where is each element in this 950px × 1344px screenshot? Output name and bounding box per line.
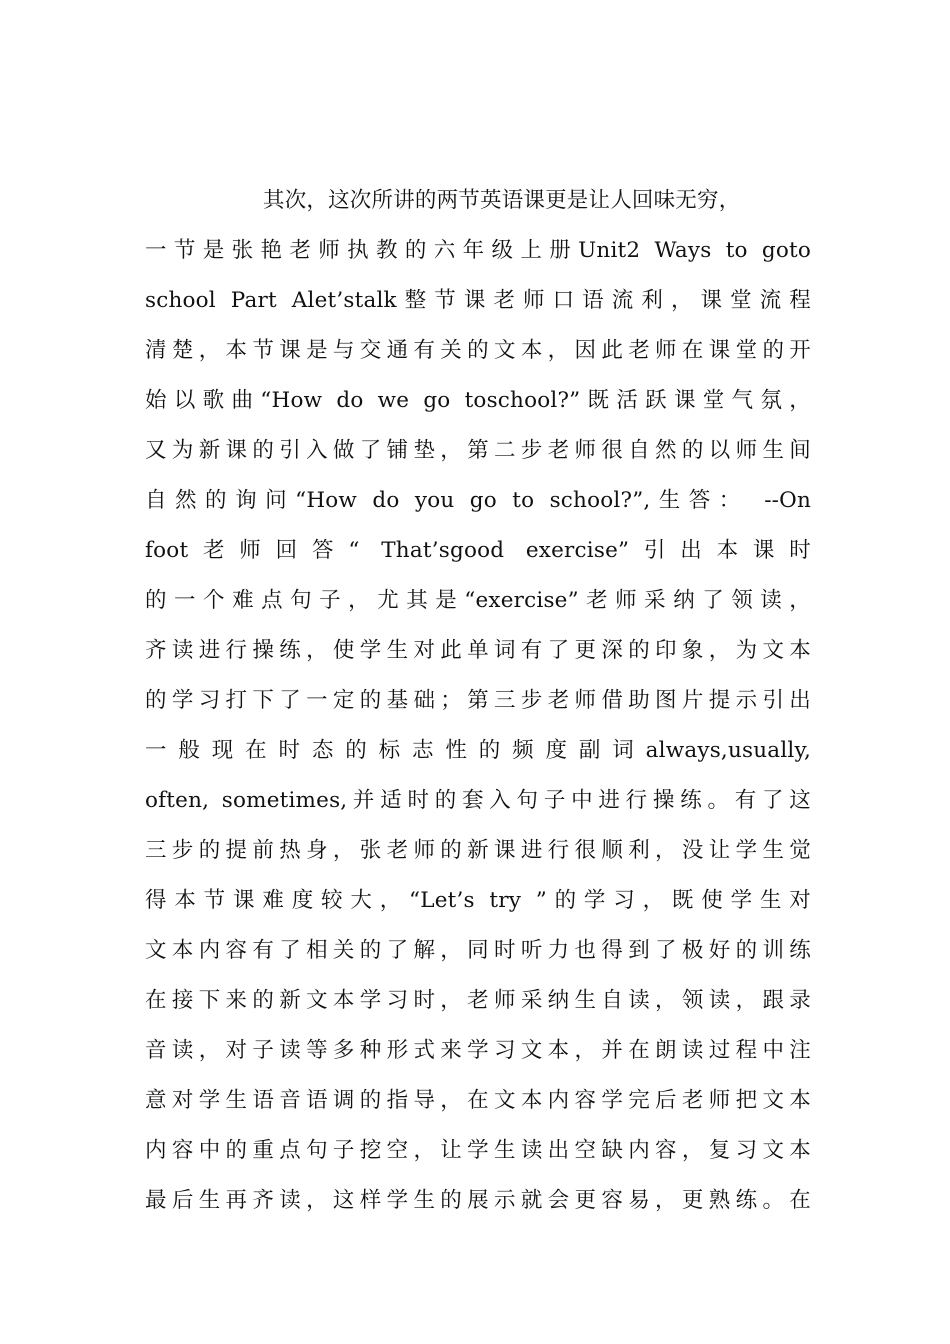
- text-line: 齐读进行操练，使学生对此单词有了更深的印象，为文本: [145, 638, 811, 663]
- text-line: 在接下来的新文本学习时，老师采纳生自读，领读，跟录: [145, 988, 811, 1013]
- text-line: 的学习打下了一定的基础；第三步老师借助图片提示引出: [145, 688, 811, 713]
- text-line: 的一个难点句子，尤其是“exercise”老师采纳了领读，: [145, 588, 811, 613]
- text-line: foot老师回答“ That’sgood exercise”引出本课时: [145, 538, 811, 563]
- text-line: 清楚，本节课是与交通有关的文本，因此老师在课堂的开: [145, 338, 811, 363]
- text-line: 得本节课难度较大，“Let’s try ”的学习，既使学生对: [145, 888, 811, 913]
- text-line: often, sometimes,并适时的套入句子中进行操练。有了这: [145, 788, 811, 813]
- text-line: 一节是张艳老师执教的六年级上册Unit2 Ways to goto: [145, 238, 811, 263]
- text-line: school Part Alet’stalk整节课老师口语流利，课堂流程: [145, 288, 811, 313]
- text-line: 自然的询问“How do you go to school?”,生答： --On: [145, 488, 811, 513]
- text-line: 内容中的重点句子挖空，让学生读出空缺内容，复习文本: [145, 1138, 811, 1163]
- text-line: 文本内容有了相关的了解，同时听力也得到了极好的训练: [145, 938, 811, 963]
- text-line: 最后生再齐读，这样学生的展示就会更容易，更熟练。在: [145, 1188, 811, 1213]
- text-line: 意对学生语音语调的指导，在文本内容学完后老师把文本: [145, 1088, 811, 1113]
- text-line: 一般现在时态的标志性的频度副词always,usually,: [145, 738, 811, 763]
- text-line: 音读，对子读等多种形式来学习文本，并在朗读过程中注: [145, 1038, 811, 1063]
- text-line: 又为新课的引入做了铺垫，第二步老师很自然的以师生间: [145, 438, 811, 463]
- text-line: 始以歌曲“How do we go toschool?”既活跃课堂气氛，: [145, 388, 811, 413]
- text-line: 三步的提前热身，张老师的新课进行很顺利，没让学生觉: [145, 838, 811, 863]
- body-paragraph: [145, 176, 811, 1226]
- text-line: 其次，这次所讲的两节英语课更是让人回味无穷，: [263, 188, 741, 213]
